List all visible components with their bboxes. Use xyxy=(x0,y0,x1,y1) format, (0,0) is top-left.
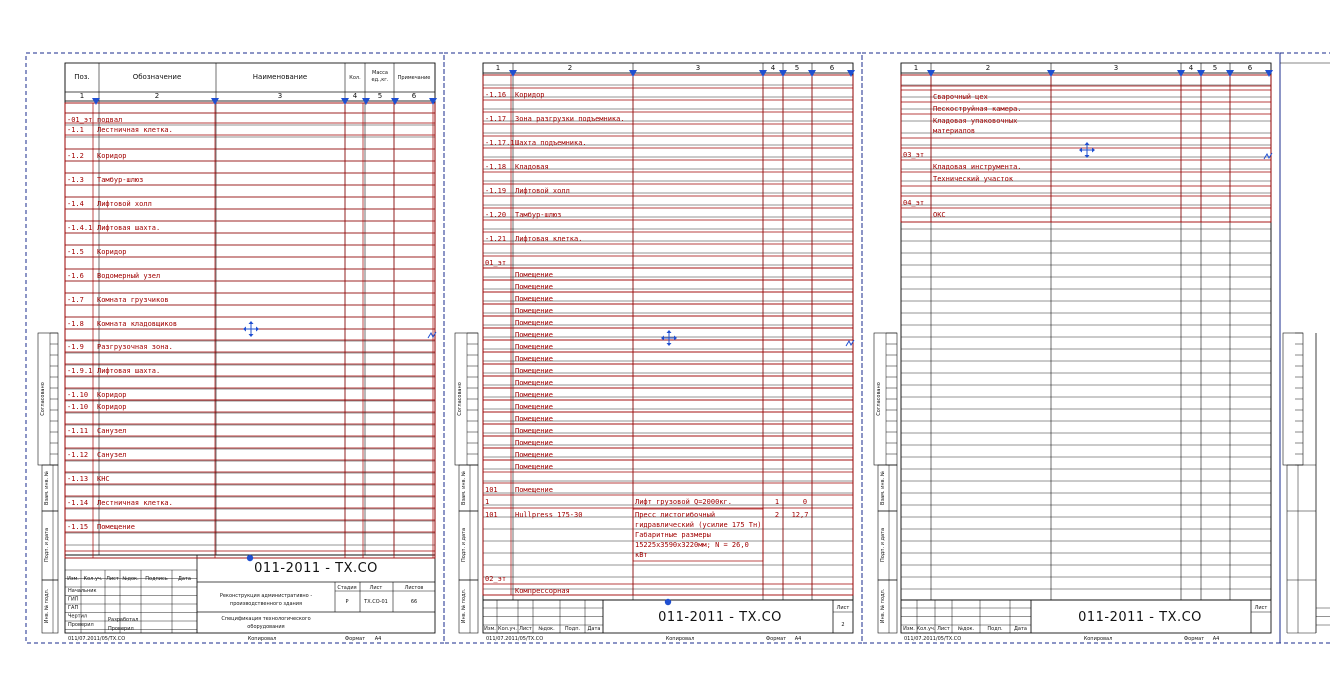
column-number: 3 xyxy=(695,64,701,72)
sheet-content-border xyxy=(901,63,1271,633)
doc-title: оборудования xyxy=(247,624,285,630)
column-number: 4 xyxy=(352,92,358,100)
grip-arrow-icon[interactable] xyxy=(1177,70,1185,77)
equip-description-line: 15225х3590х3220мм; N = 26,0 xyxy=(635,541,749,549)
equip-mass: 0 xyxy=(802,498,808,506)
column-number: 5 xyxy=(794,64,800,72)
sheet-frame-dashed xyxy=(26,53,444,643)
equip-description-line: кВт xyxy=(635,551,648,559)
equip-description-line: Пресс листогибочный xyxy=(635,511,716,519)
equip-description-line: гидравлический (усилие 175 Тн) xyxy=(635,521,762,529)
row-pos: -1.21 xyxy=(485,235,507,243)
row-name: Санузел xyxy=(97,451,127,459)
stamp-header: Лист xyxy=(106,576,119,582)
row-name: Лифтовой холл xyxy=(97,200,152,208)
row-name: Помещение xyxy=(97,523,135,531)
stamp-header: Изм. xyxy=(484,626,496,632)
stamp-header: Дата xyxy=(587,626,601,632)
format-value: А4 xyxy=(374,636,382,642)
column-number: 4 xyxy=(770,64,776,72)
row-name: Коридор xyxy=(515,91,545,99)
row-name: Помещение xyxy=(515,307,553,315)
row-name: Санузел xyxy=(97,427,127,435)
row-pos: -1.6 xyxy=(67,272,84,280)
stamp-sheet-label: Лист xyxy=(1254,605,1268,611)
format-label: Формат xyxy=(1183,636,1205,642)
file-name: 011/07.2011/05/ТХ.СО xyxy=(486,636,544,642)
row-pos: -1.2 xyxy=(67,152,84,160)
stamp-header: Дата xyxy=(1014,626,1027,632)
row-name: материалов xyxy=(933,127,976,135)
column-number: 1 xyxy=(495,64,501,72)
row-name: Тамбур-шлюз xyxy=(515,211,562,219)
grip-arrow-icon[interactable] xyxy=(429,98,437,105)
stamp-header: Кол.уч. xyxy=(916,626,936,632)
row-name: Тамбур-шлюз xyxy=(97,176,144,184)
stamp-header: №док. xyxy=(957,626,975,632)
drawing-code: 011-2011 - ТХ.СО xyxy=(254,561,378,576)
column-number: 2 xyxy=(985,64,991,72)
stamp-sheet: 2 xyxy=(841,622,845,628)
equip-qty: 1 xyxy=(774,498,780,506)
grip-arrow-icon[interactable] xyxy=(1047,70,1055,77)
row-name: Помещение xyxy=(515,451,553,459)
header-cell: Масса xyxy=(372,70,388,76)
row-pos: -1.5 xyxy=(67,248,84,256)
column-number: 5 xyxy=(377,92,383,100)
row-name: Пескоструйная камера. xyxy=(933,105,1022,113)
row-name: Разгрузочная зона. xyxy=(97,343,173,351)
row-name: Коридор xyxy=(97,391,127,399)
row-pos: -1.9.1 xyxy=(67,367,93,375)
row-name: Лестничная клетка. xyxy=(97,499,173,507)
grip-arrow-icon[interactable] xyxy=(391,98,399,105)
row-name: Помещение xyxy=(515,379,553,387)
copied-label: Копировал xyxy=(1083,636,1113,642)
side-label: Подп. и дата xyxy=(461,527,467,563)
row-name: Помещение xyxy=(515,319,553,327)
grip-arrow-icon[interactable] xyxy=(1265,70,1273,77)
column-number: 3 xyxy=(1113,64,1119,72)
row-pos: -1.7 xyxy=(67,296,84,304)
row-name: Коридор xyxy=(97,403,127,411)
side-label: Взам. инв. № xyxy=(880,471,886,505)
grip-point-icon[interactable] xyxy=(665,599,671,605)
row-pos: -1.17 xyxy=(485,115,507,123)
side-label: Инв. № подл. xyxy=(880,588,886,624)
side-label: Согласовано xyxy=(40,382,46,416)
grip-arrow-icon[interactable] xyxy=(847,70,855,77)
stamp-role: Начальник xyxy=(68,588,97,594)
stamp-sheets: 66 xyxy=(410,599,418,605)
row-name: Шахта подъемника. xyxy=(515,139,587,147)
grip-arrow-icon[interactable] xyxy=(211,98,219,105)
move-icon[interactable] xyxy=(243,321,259,337)
row-pos: -1.1 xyxy=(67,126,84,134)
stamp-header: Подп. xyxy=(564,626,581,632)
stamp-header: №док. xyxy=(122,576,139,582)
row-pos: -1.10 xyxy=(67,403,89,411)
equip-pos: 101 xyxy=(485,511,498,519)
row-pos: -1.19 xyxy=(485,187,507,195)
copied-label: Копировал xyxy=(247,636,277,642)
row-pos: -1.9 xyxy=(67,343,84,351)
stamp-header: Изм. xyxy=(67,576,79,582)
row-pos: -1.17.1 xyxy=(485,139,515,147)
row-name: Помещение xyxy=(515,367,553,375)
header-cell: Примечание xyxy=(397,75,431,81)
row-name: Коридор xyxy=(97,248,127,256)
row-name: Помещение xyxy=(515,463,553,471)
row-name: КНС xyxy=(97,475,110,483)
stamp-sheets-label: Листов xyxy=(404,585,424,591)
row-name: Помещение xyxy=(515,391,553,399)
row-name: Помещение xyxy=(515,283,553,291)
grip-arrow-icon[interactable] xyxy=(808,70,816,77)
header-cell: Поз. xyxy=(74,73,90,81)
row-name: Кладовая упаковочных xyxy=(933,117,1018,125)
row-name: Помещение xyxy=(515,355,553,363)
row-name: Компрессорная xyxy=(515,587,570,595)
row-pos: 101 xyxy=(485,486,498,494)
stamp-name: Проверил xyxy=(108,626,134,632)
row-name: подвал xyxy=(97,116,123,124)
header-cell: Наименование xyxy=(252,73,308,81)
row-name: Кладовая xyxy=(515,163,549,171)
stamp-header: Лист xyxy=(937,626,950,632)
equip-mass: 12,7 xyxy=(791,511,809,519)
stamp-stage-label: Стадия xyxy=(337,585,357,591)
header-cell: Обозначение xyxy=(132,73,182,81)
stamp-header: Лист xyxy=(519,626,532,632)
side-label: Инв. № подл. xyxy=(44,588,50,624)
project-title: производственного здания xyxy=(229,601,303,607)
equip-pos: 1 xyxy=(485,498,490,506)
grip-arrow-icon[interactable] xyxy=(1226,70,1234,77)
row-name: Кладовая инструмента. xyxy=(933,163,1022,171)
row-name: Помещение xyxy=(515,271,553,279)
equip-name: Hullpress 175-30 xyxy=(515,511,583,519)
drawing-code: 011-2011 - ТХ.СО xyxy=(1078,610,1202,625)
format-value: А4 xyxy=(1212,636,1220,642)
row-pos: -1.12 xyxy=(67,451,89,459)
format-label: Формат xyxy=(765,636,787,642)
grip-arrow-icon[interactable] xyxy=(509,70,517,77)
row-name: Помещение xyxy=(515,331,553,339)
equip-description: Лифт грузовой Q=2000кг. xyxy=(635,498,732,506)
row-name: Сварочный цех xyxy=(933,93,988,101)
stamp-role: ГАП xyxy=(68,605,79,611)
row-pos: -01_эт xyxy=(67,116,93,124)
column-number: 6 xyxy=(829,64,835,72)
row-name: Лифтовой холл xyxy=(515,187,570,195)
row-pos: -1.4 xyxy=(67,200,84,208)
column-number: 1 xyxy=(79,92,85,100)
row-name: Зона разгрузки подъемника. xyxy=(515,115,625,123)
row-pos: 01_эт xyxy=(485,259,507,267)
row-pos: -1.13 xyxy=(67,475,89,483)
row-name: Водомерный узел xyxy=(97,272,161,280)
selected-table-outline xyxy=(65,103,435,558)
format-label: Формат xyxy=(344,636,366,642)
side-label: Подп. и дата xyxy=(880,527,886,563)
sheet-frame-dashed xyxy=(1280,53,1330,643)
stamp-header: Изм. xyxy=(903,626,915,632)
floor-label: 02_эт xyxy=(485,575,507,583)
file-name: 011/07.2011/05/ТХ.СО xyxy=(68,636,126,642)
grip-arrow-icon[interactable] xyxy=(759,70,767,77)
stamp-header: Подпись xyxy=(145,576,168,582)
row-pos: 03_эт xyxy=(903,151,925,159)
move-icon[interactable] xyxy=(1079,142,1095,158)
row-name: Лифтовая шахта. xyxy=(97,224,161,232)
row-pos: -1.16 xyxy=(485,91,507,99)
row-name: Лифтовая клетка. xyxy=(515,235,583,243)
row-pos: -1.10 xyxy=(67,391,89,399)
column-number: 4 xyxy=(1188,64,1194,72)
grip-arrow-icon[interactable] xyxy=(927,70,935,77)
copied-label: Копировал xyxy=(665,636,695,642)
side-label: Инв. № подл. xyxy=(461,588,467,624)
stamp-sheet: ТХ.СО-01 xyxy=(364,599,388,605)
stamp-name: Разработал xyxy=(108,617,139,623)
row-name: Помещение xyxy=(515,486,553,494)
column-number: 5 xyxy=(1212,64,1218,72)
side-label: Согласовано xyxy=(457,382,463,416)
side-label: Взам. инв. № xyxy=(461,471,467,505)
row-pos: -1.8 xyxy=(67,320,84,328)
column-number: 2 xyxy=(154,92,160,100)
row-pos: -1.15 xyxy=(67,523,89,531)
stamp-stage: Р xyxy=(345,599,349,605)
file-name: 011/07.2011/05/ТХ.СО xyxy=(904,636,962,642)
header-cell: ед.,кг. xyxy=(371,77,389,83)
row-name: Помещение xyxy=(515,343,553,351)
stamp-header: Подп. xyxy=(987,626,1003,632)
drawing-code: 011-2011 - ТХ.СО xyxy=(658,610,782,625)
row-name: Помещение xyxy=(515,439,553,447)
side-label: Согласовано xyxy=(876,382,882,416)
move-icon[interactable] xyxy=(661,330,677,346)
row-name: Коридор xyxy=(97,152,127,160)
stamp-sheet-label: Лист xyxy=(836,605,850,611)
row-pos: -1.20 xyxy=(485,211,507,219)
row-pos: -1.3 xyxy=(67,176,84,184)
row-name: Лифтовая шахта. xyxy=(97,367,161,375)
sheet-frames xyxy=(26,53,1330,643)
row-pos: -1.4.1 xyxy=(67,224,93,232)
equip-qty: 2 xyxy=(774,511,780,519)
row-pos: -1.11 xyxy=(67,427,89,435)
stamp-header: Дата xyxy=(178,576,191,582)
grip-arrow-icon[interactable] xyxy=(1197,70,1205,77)
header-cell: Кол. xyxy=(349,75,361,81)
stamp-header: №док. xyxy=(538,626,555,632)
grip-point-icon[interactable] xyxy=(247,555,253,561)
stamp-sheet-label: Лист xyxy=(369,585,383,591)
row-pos: -1.18 xyxy=(485,163,507,171)
grip-arrow-icon[interactable] xyxy=(629,70,637,77)
doc-title: Спецификация технологического xyxy=(221,616,311,622)
stamp-header: Кол.уч. xyxy=(498,626,517,632)
side-label: Подп. и дата xyxy=(44,527,50,563)
format-value: А4 xyxy=(794,636,802,642)
equip-description-line: Габаритные размеры xyxy=(635,531,711,539)
row-pos: 04_эт xyxy=(903,199,925,207)
row-pos: -1.14 xyxy=(67,499,89,507)
row-name: Помещение xyxy=(515,403,553,411)
row-name: Технический участок xyxy=(933,175,1014,183)
column-number: 2 xyxy=(567,64,573,72)
column-number: 3 xyxy=(277,92,283,100)
stamp-header: Кол.уч. xyxy=(83,576,103,582)
row-name: Помещение xyxy=(515,427,553,435)
grip-arrow-icon[interactable] xyxy=(779,70,787,77)
row-name: ОКС xyxy=(933,211,946,219)
column-number: 6 xyxy=(411,92,417,100)
row-name: Помещение xyxy=(515,415,553,423)
row-name: Помещение xyxy=(515,295,553,303)
column-number: 6 xyxy=(1247,64,1253,72)
column-number: 1 xyxy=(913,64,919,72)
stamp-role: Чертил xyxy=(68,613,88,620)
side-label: Взам. инв. № xyxy=(44,471,50,505)
sheet-frame-dashed xyxy=(862,53,1280,643)
grip-arrow-icon[interactable] xyxy=(341,98,349,105)
stamp-role: Проверил xyxy=(68,622,94,628)
stamp-role: ГИП xyxy=(68,596,79,603)
project-title: Реконструкция административно - xyxy=(219,593,313,599)
row-name: Комната грузчиков xyxy=(97,296,169,304)
row-name: Комната кладовщиков xyxy=(97,320,178,328)
row-name: Лестничная клетка. xyxy=(97,126,173,134)
